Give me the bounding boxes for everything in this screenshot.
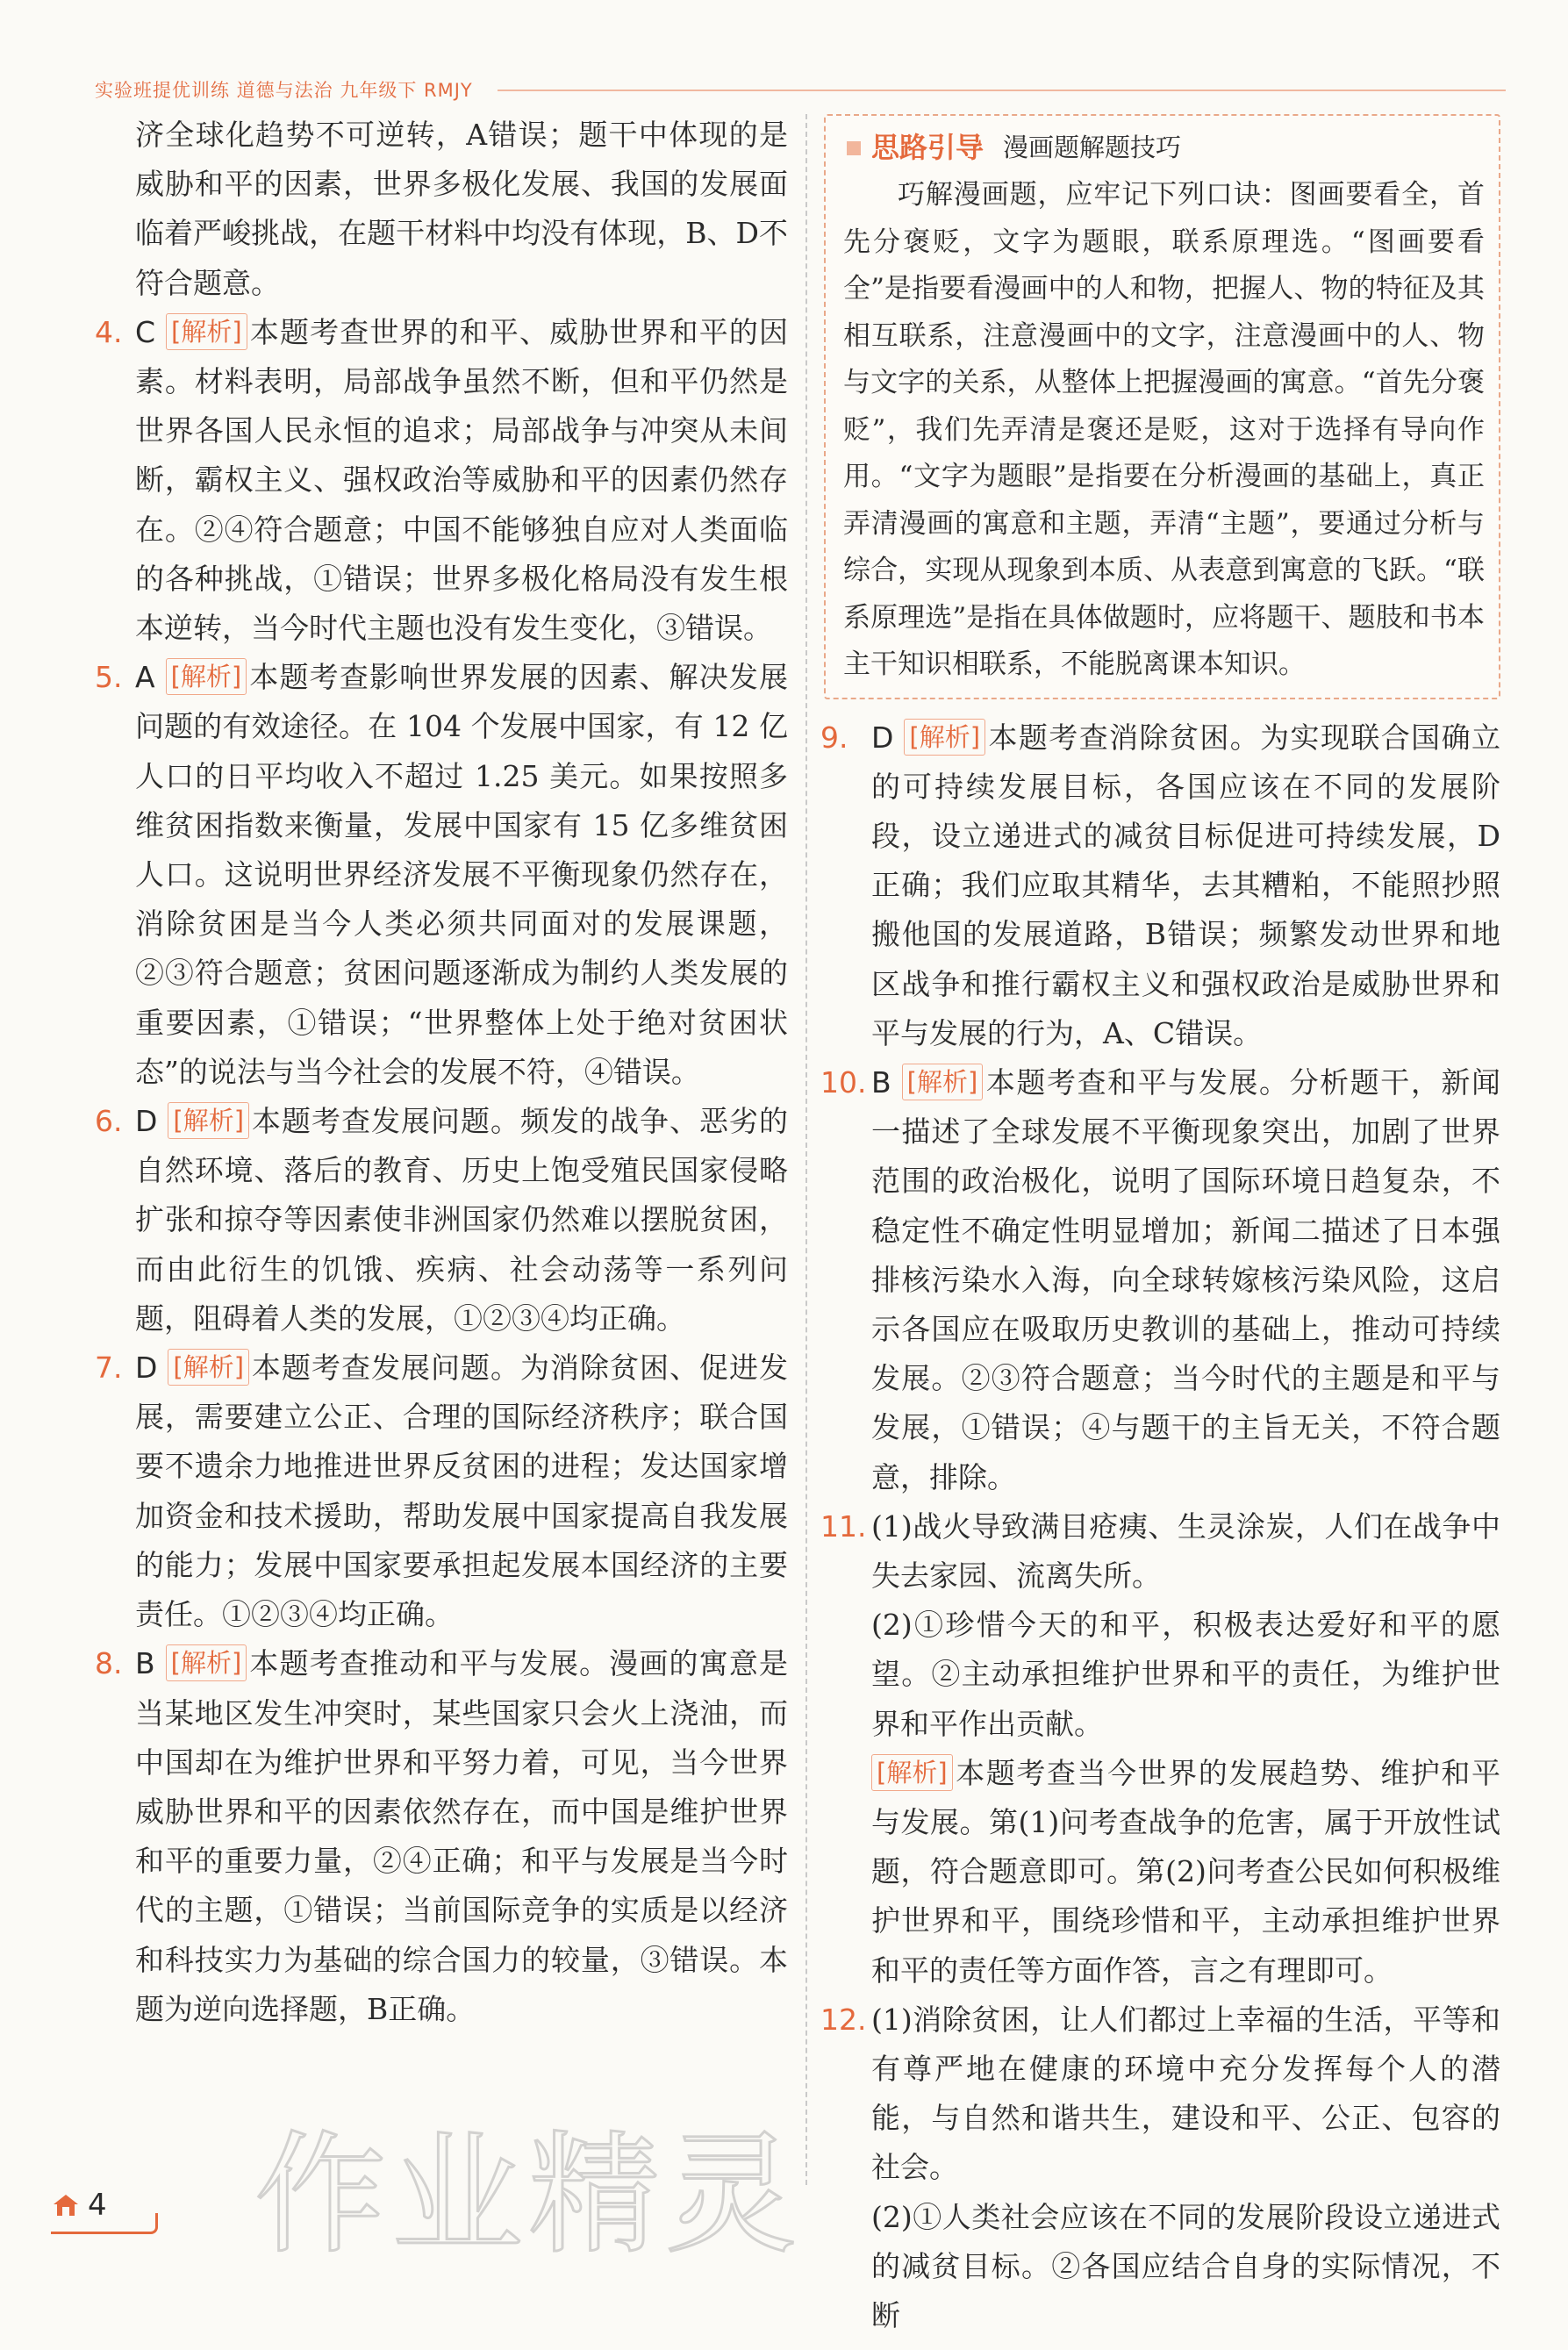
analysis-tag: [解析]: [166, 1644, 247, 1681]
tip-marker-icon: [847, 141, 861, 155]
answer-item-12: [820, 1995, 1500, 2340]
left-column: [95, 111, 788, 2034]
item-number: 5.: [95, 660, 123, 695]
answer-item-11: [820, 1502, 1500, 1995]
answer-letter: B: [135, 1646, 155, 1681]
analysis-text: 本题考查当今世界的发展趋势、维护和平与发展。第(1)问考查战争的危害，属于开放性试题，符合题意即可。第(2)问考查公民如何积极维护世界和平，围绕珍惜和平，主动承担维护世界和平的责任等方面作答，言之有理即可。: [871, 1755, 1500, 1988]
item-number: 11.: [820, 1508, 867, 1544]
item-number: 10.: [820, 1064, 867, 1100]
analysis-text: 本题考查和平与发展。分析题干，新闻一描述了全球发展不平衡现象突出，加剧了世界范围的政治极化，说明了国际环境日趋复杂，不稳定性不确定性明显增加；新闻二描述了日本强排核污染水入海，向全球转嫁核污染风险，这启示各国应在吸取历史教训的基础上，推动可持续发展。②③符合题意；当今时代的主题是和平与发展，①错误；④与题干的主旨无关，不符合题意，排除。: [871, 1064, 1500, 1494]
answer-item-7: [95, 1343, 788, 1639]
tip-title: 思路引导: [871, 131, 984, 165]
analysis-text: 本题考查发展问题。为消除贫困、促进发展，需要建立公正、合理的国际经济秩序；联合国要不遗余力地推进世界反贫困的进程；发达国家增加资金和技术援助，帮助发展中国家提高自我发展的能力；发展中国家要承担起发展本国经济的主要责任。①②③④均正确。: [135, 1351, 788, 1632]
item-number: 4.: [95, 314, 123, 349]
answer-item-6: [95, 1097, 788, 1343]
item-number: 9.: [820, 720, 848, 755]
tip-body: 巧解漫画题，应牢记下列口诀：图画要看全，首先分褒贬，文字为题眼，联系原理选。“图画要看全”是指要看漫画中的人和物，把握人、物的特征及其相互联系，注意漫画中的文字，注意漫画中的人、物与文字的关系，从整体上把握漫画的寓意。“首先分褒贬”，我们先弄清是褒还是贬，这对于选择有导向作用。“文字为题眼”是指要在分析漫画的基础上，真正弄清漫画的寓意和主题，弄清“主题”，要通过分析与综合，实现从现象到本质、从表意到寓意的飞跃。“联系原理选”是指在具体做题时，应将题干、题肢和书本主干知识相联系，不能脱离课本知识。: [843, 179, 1485, 680]
analysis-tag: [解析]: [902, 1064, 984, 1100]
analysis-text: 本题考查影响世界发展的因素、解决发展问题的有效途径。在 104 个发展中国家，有 12 亿人口的日平均收入不超过 1.25 美元。如果按照多维贫困指数来衡量，发展中国家有 15 亿多维贫困人口。这说明世界经济发展不平衡现象仍然存在，消除贫困是当今人类必须共同面对的发展课题，②③符合题意；贫困问题逐渐成为制约人类发展的重要因素，①错误；“世界整体上处于绝对贫困状态”的说法与当今社会的发展不符，④错误。: [135, 660, 788, 1089]
item-number: 8.: [95, 1646, 123, 1681]
item-number: 6.: [95, 1104, 123, 1139]
answer-part-2: (2)①人类社会应该在不同的发展阶段设立递进式的减贫目标。②各国应结合自身的实际情况，不断: [871, 2199, 1500, 2332]
item-number: 7.: [95, 1351, 123, 1386]
answer-letter: D: [135, 1104, 158, 1139]
answer-item-8: [95, 1639, 788, 2034]
tip-subtitle: 漫画题解题技巧: [1003, 133, 1182, 163]
answer-letter: A: [135, 660, 155, 695]
tip-box: [824, 114, 1500, 699]
tip-header: [843, 128, 1485, 168]
analysis-text: 本题考查推动和平与发展。漫画的寓意是当某地区发生冲突时，某些国家只会火上浇油，而中国却在为维护世界和平努力着，可见，当今世界威胁世界和平的因素依然存在，而中国是维护世界和平的重要力量，②④正确；和平与发展是当今时代的主题，①错误；当前国际竞争的实质是以经济和科技实力为基础的综合国力的较量，③错误。本题为逆向选择题，B正确。: [135, 1646, 788, 2026]
answer-part-1: (1)消除贫困，让人们都过上幸福的生活，平等和有尊严地在健康的环境中充分发挥每个人的潜能，与自然和谐共生，建设和平、公正、包容的社会。: [871, 2002, 1500, 2185]
answer-item-4: [95, 308, 788, 653]
analysis-tag: [解析]: [871, 1754, 953, 1791]
right-column: [820, 111, 1500, 2340]
analysis-tag: [解析]: [168, 1102, 249, 1139]
column-divider: [805, 114, 807, 2185]
analysis-tag: [解析]: [904, 719, 985, 756]
answer-continued: 济全球化趋势不可逆转，A错误；题干中体现的是威胁和平的因素，世界多极化发展、我国的发展面临着严峻挑战，在题干材料中均没有体现，B、D不符合题意。: [135, 118, 788, 300]
answer-item-9: [820, 713, 1500, 1058]
header-rule: [498, 90, 1506, 91]
answer-item-10: [820, 1058, 1500, 1502]
house-icon: [51, 2192, 81, 2218]
answer-part-1: (1)战火导致满目疮痍、生灵涂炭，人们在战争中失去家园、流离失所。: [871, 1508, 1500, 1593]
analysis-tag: [解析]: [168, 1349, 249, 1386]
item-number: 12.: [820, 2002, 867, 2037]
book-title: 实验班提优训练 道德与法治 九年级下 RMJY: [95, 80, 473, 101]
page-header: [95, 74, 1506, 105]
page-number: [51, 2183, 107, 2227]
watermark-logo: 作业精灵: [254, 2119, 803, 2272]
analysis-tag: [解析]: [166, 313, 247, 350]
answer-letter: D: [871, 720, 894, 755]
answer-letter: B: [871, 1064, 891, 1100]
analysis-paragraph: [871, 1749, 1500, 1995]
analysis-tag: [解析]: [166, 658, 247, 695]
analysis-text: 本题考查消除贫困。为实现联合国确立的可持续发展目标，各国应该在不同的发展阶段，设立递进式的减贫目标促进可持续发展，D正确；我们应取其精华，去其糟粕，不能照抄照搬他国的发展道路，B错误；频繁发动世界和地区战争和推行霸权主义和强权政治是威胁世界和平与发展的行为，A、C错误。: [871, 720, 1500, 1050]
answer-letter: C: [135, 314, 156, 349]
analysis-text: 本题考查发展问题。频发的战争、恶劣的自然环境、落后的教育、历史上饱受殖民国家侵略扩张和掠夺等因素使非洲国家仍然难以摆脱贫困，而由此衍生的饥饿、疾病、社会动荡等一系列问题，阻碍着人类的发展，①②③④均正确。: [135, 1104, 788, 1336]
answer-part-2: (2)①珍惜今天的和平，积极表达爱好和平的愿望。②主动承担维护世界和平的责任，为维护世界和平作出贡献。: [871, 1608, 1500, 1741]
analysis-text: 本题考查世界的和平、威胁世界和平的因素。材料表明，局部战争虽然不断，但和平仍然是世界各国人民永恒的追求；局部战争与冲突从未间断，霸权主义、强权政治等威胁和平的因素仍然存在。②④符合题意；中国不能够独自应对人类面临的各种挑战，①错误；世界多极化格局没有发生根本逆转，当今时代主题也没有发生变化，③错误。: [135, 314, 788, 646]
answer-letter: D: [135, 1351, 158, 1386]
answer-item-5: [95, 653, 788, 1097]
page-number-text: 4: [88, 2188, 107, 2223]
